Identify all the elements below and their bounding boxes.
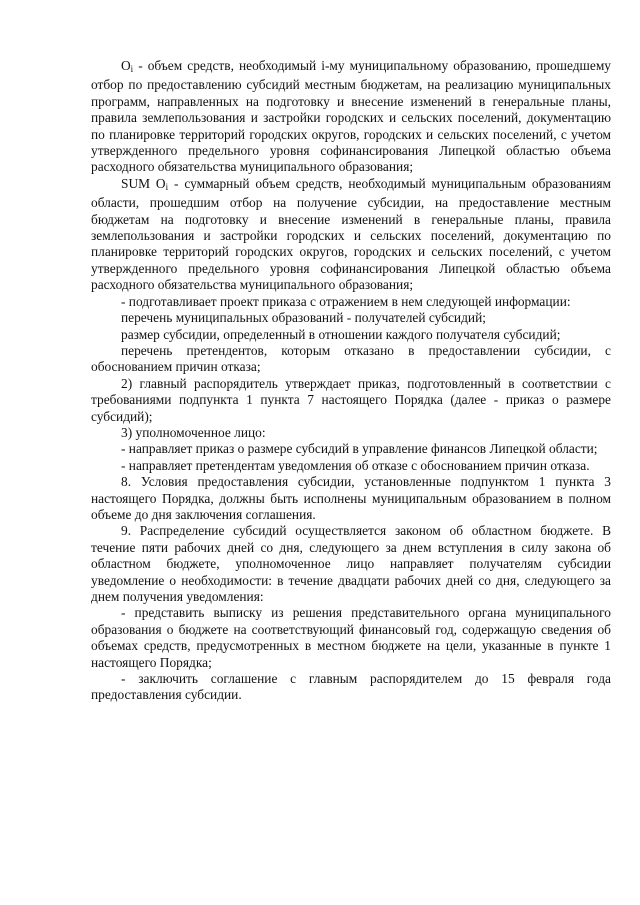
paragraph-item-2: 2) главный распорядитель утверждает приказ, подготовленный в соответствии с требованиями подпункта 1 пункта 7 настоящего Порядка (далее - приказ о размере субсидий); — [91, 375, 611, 424]
paragraph-send-order: - направляет приказ о размере субсидий в управление финансов Липецкой области; — [121, 441, 598, 457]
formula-subscript: i — [165, 181, 169, 192]
paragraph-conclude-agreement: - заключить соглашение с главным распорядителем до 15 февраля года предоставления субсидии. — [91, 671, 611, 703]
document-body — [91, 58, 611, 704]
paragraph-prepare-order: - подготавливает проект приказа с отражением в нем следующей информации: — [121, 293, 571, 309]
paragraph-section-8: 8. Условия предоставления субсидии, установленные подпунктом 1 пункта 3 настоящего Порядка, должны быть исполнены муниципальным образованием в полном объеме до дня заключения соглашения. — [91, 474, 611, 522]
paragraph-oi-definition — [91, 58, 611, 176]
paragraph-list-municipalities: перечень муниципальных образований - получателей субсидий; — [121, 310, 486, 326]
paragraph-text: - объем средств, необходимый i-му муниципальному образованию, прошедшему отбор по предоставлению субсидий местным бюджетам, на реализацию муниципальных программ, направленных на подготовку и внесение изменений в генеральные планы, правила землепользования и застройки городских и сельских поселений, документацию по планировке территорий городских округов, городских и сельских поселений, с учетом утвержденного предельного уровня софинансирования Липецкой областью объема расходного обязательства муниципального образования; — [91, 58, 611, 175]
paragraph-sum-definition — [91, 176, 611, 294]
paragraph-subsidy-size: размер субсидии, определенный в отношении каждого получателя субсидий; — [121, 326, 561, 342]
paragraph-text: - суммарный объем средств, необходимый муниципальным образованиям области, прошедшим отбор на получение субсидии, на предоставление местным бюджетам на подготовку и внесение изменений в генеральные планы, правила землепользования и застройки городских и сельских поселений, документацию по планировке территорий городских округов, городских и сельских поселений, с учетом утвержденного предельного уровня софинансирования Липецкой областью объема расходного обязательства муниципального образования; — [91, 175, 612, 293]
paragraph-send-rejections: - направляет претендентам уведомления об отказе с обоснованием причин отказа. — [121, 457, 590, 473]
paragraph-list-rejected: перечень претендентов, которым отказано в предоставлении субсидии, с обоснованием причин отказа; — [91, 342, 611, 375]
paragraph-item-3: 3) уполномоченное лицо: — [121, 424, 266, 440]
formula-term: O — [121, 58, 131, 73]
paragraph-submit-extract: - представить выписку из решения представительного органа муниципального образования о бюджете на соответствующий финансовый год, содержащую сведения об объемах средств, предусмотренных в местном бюджете на цели, указанные в пункте 1 настоящего Порядка; — [91, 605, 611, 670]
paragraph-section-9: 9. Распределение субсидий осуществляется законом об областном бюджете. В течение пяти рабочих дней со дня, следующего за днем вступления в силу закона об областном бюджете, уполномоченное лицо направляет получателям субсидии уведомление о необходимости: в течение двадцати рабочих дней со дня, следующего за днем получения уведомления: — [91, 523, 611, 604]
formula-term: SUM O — [121, 175, 166, 191]
formula-subscript: i — [130, 64, 134, 74]
